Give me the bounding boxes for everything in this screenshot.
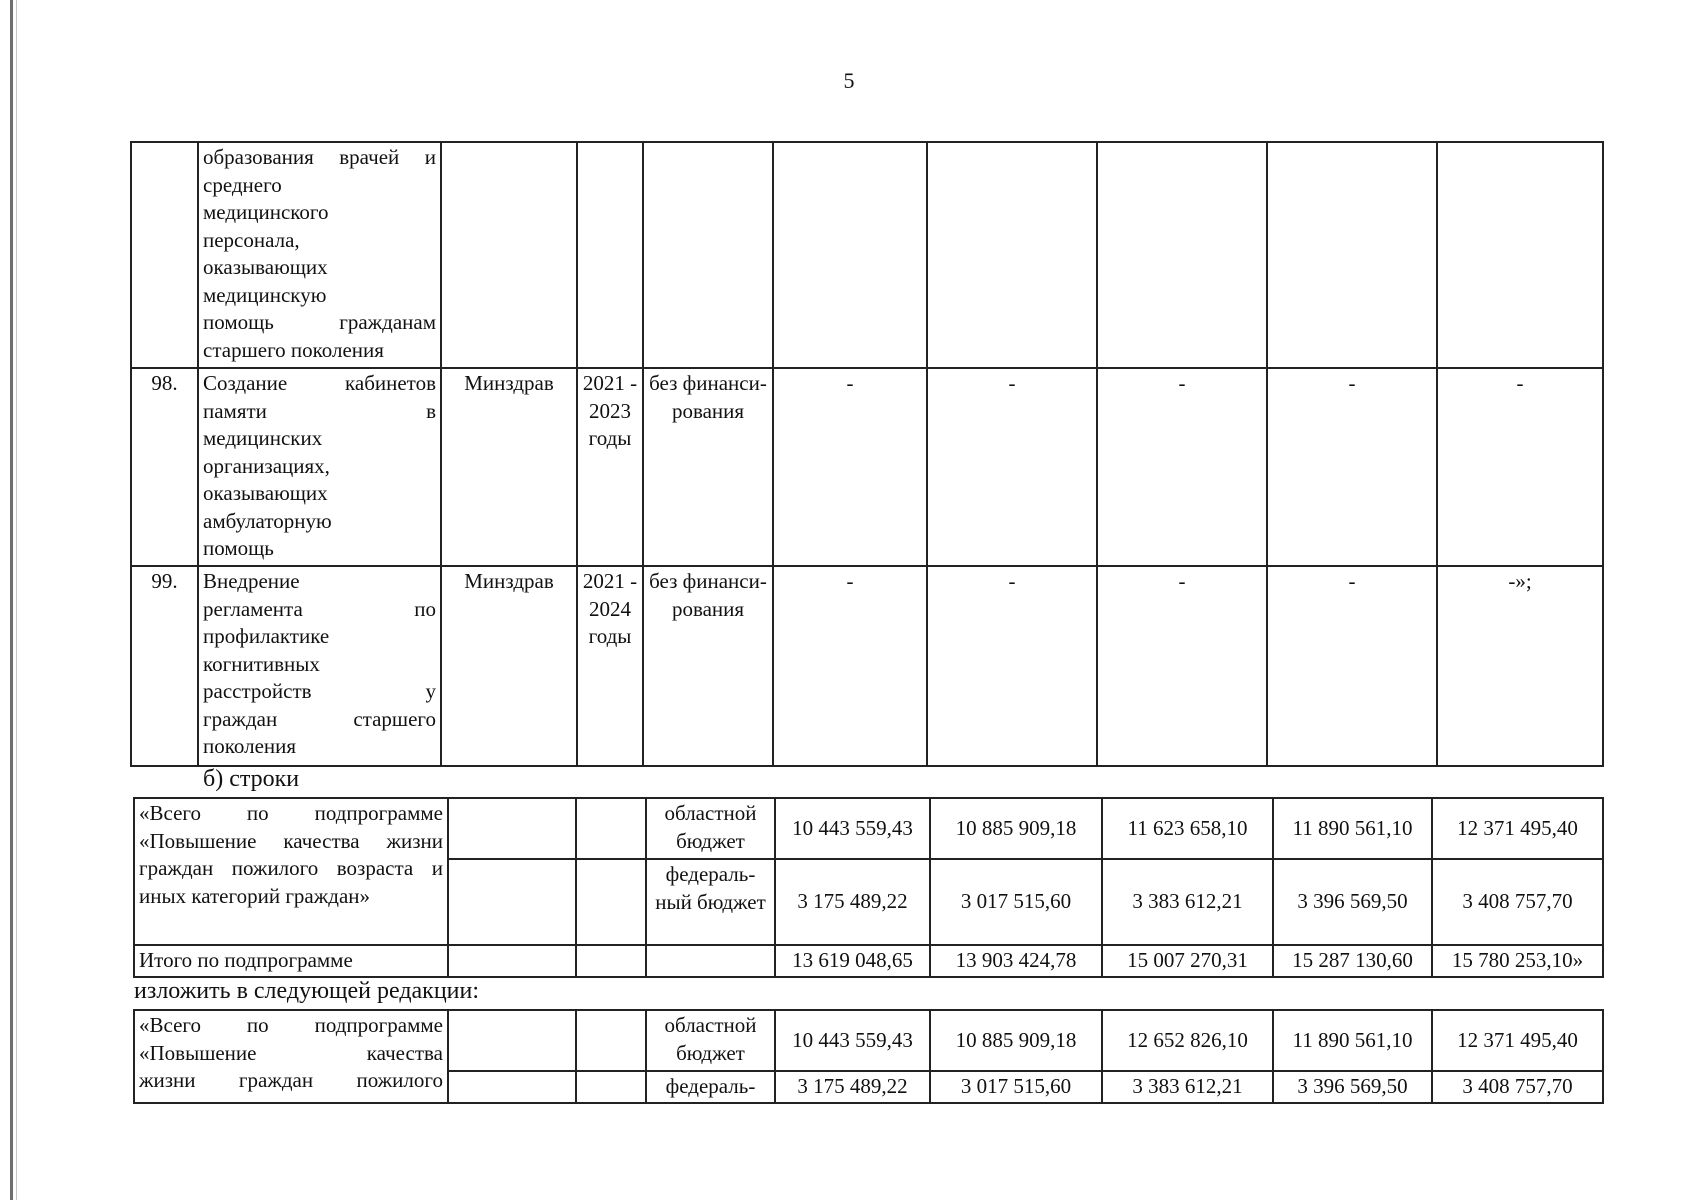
value-cell: -»; xyxy=(1437,566,1603,766)
funding-source: федераль-ный бюджет xyxy=(646,859,775,945)
value-cell: 3 017 515,60 xyxy=(930,1071,1102,1103)
measure-line: Создание кабинетов xyxy=(203,371,436,395)
table-row xyxy=(134,798,1603,859)
measure-name xyxy=(198,368,441,566)
value-cell: 10 443 559,43 xyxy=(775,1010,930,1071)
value-cell: - xyxy=(1267,566,1437,766)
measure-line: медицинских xyxy=(203,426,323,450)
empty-cell xyxy=(448,859,576,945)
value-cell: - xyxy=(927,368,1097,566)
value-cell xyxy=(1437,142,1603,368)
total-value: 15 780 253,10» xyxy=(1432,945,1603,977)
value-cell: - xyxy=(773,368,927,566)
total-value: 13 903 424,78 xyxy=(930,945,1102,977)
subprogram-label xyxy=(134,1010,448,1103)
value-cell: 11 890 561,10 xyxy=(1273,798,1432,859)
value-cell: 3 175 489,22 xyxy=(775,859,930,945)
value-cell: - xyxy=(1267,368,1437,566)
value-cell xyxy=(773,142,927,368)
empty-cell xyxy=(576,1010,646,1071)
executor: Минздрав xyxy=(441,368,577,566)
value-cell: 12 371 495,40 xyxy=(1432,1010,1603,1071)
value-cell: 12 371 495,40 xyxy=(1432,798,1603,859)
label-line: жизни граждан пожилого xyxy=(139,1068,443,1092)
measure-line: среднего xyxy=(203,172,282,197)
total-value: 15 007 270,31 xyxy=(1102,945,1273,977)
value-cell: 3 396 569,50 xyxy=(1273,1071,1432,1103)
measure-line: расстройств у xyxy=(203,679,436,703)
old-totals-table xyxy=(133,797,1604,978)
value-cell: 3 396 569,50 xyxy=(1273,859,1432,945)
value-cell: - xyxy=(773,566,927,766)
measure-line: помощь гражданам xyxy=(203,310,436,334)
measure-line: профилактике xyxy=(203,624,330,648)
empty-cell xyxy=(576,798,646,859)
measure-line: помощь xyxy=(203,536,274,560)
funding-source: областной бюджет xyxy=(646,1010,775,1071)
row-number xyxy=(131,142,198,368)
funding-source xyxy=(643,142,773,368)
measure-name xyxy=(198,142,441,368)
value-cell: - xyxy=(1097,566,1267,766)
measure-line: образования врачей и xyxy=(203,145,436,169)
table-row xyxy=(131,142,1603,368)
table-row xyxy=(131,566,1603,766)
scan-left-edge xyxy=(10,0,13,1200)
value-cell: 11 623 658,10 xyxy=(1102,798,1273,859)
executor: Минздрав xyxy=(441,566,577,766)
value-cell: 3 175 489,22 xyxy=(775,1071,930,1103)
value-cell xyxy=(1267,142,1437,368)
measure-line: граждан старшего xyxy=(203,706,436,731)
value-cell: 3 017 515,60 xyxy=(930,859,1102,945)
empty-cell xyxy=(646,945,775,977)
empty-cell xyxy=(576,1071,646,1103)
value-cell: 11 890 561,10 xyxy=(1273,1010,1432,1071)
empty-cell xyxy=(448,1071,576,1103)
measure-line: организациях, xyxy=(203,453,330,478)
subprogram-label: «Всего по подпрограмме «Повышение качества жизни граждан пожилого возраста и иных категорий граждан» xyxy=(134,798,448,945)
total-label: Итого по подпрограмме xyxy=(134,945,448,977)
row-number: 99. xyxy=(131,566,198,766)
measure-line: регламента по xyxy=(203,596,436,621)
measure-line: амбулаторную xyxy=(203,508,332,533)
measure-line: оказывающих xyxy=(203,255,328,279)
value-cell: - xyxy=(927,566,1097,766)
scan-left-edge-line xyxy=(16,0,17,1200)
table-row xyxy=(134,1010,1603,1071)
label-line: «Всего по подпрограмме xyxy=(139,1013,443,1037)
funding-source: областной бюджет xyxy=(646,798,775,859)
measure-line: когнитивных xyxy=(203,651,320,676)
measure-line: старшего поколения xyxy=(203,337,384,362)
empty-cell xyxy=(448,1010,576,1071)
empty-cell xyxy=(576,859,646,945)
value-cell: 10 885 909,18 xyxy=(930,1010,1102,1071)
value-cell: 3 383 612,21 xyxy=(1102,1071,1273,1103)
section-old-label: б) строки xyxy=(203,766,300,792)
period: 2021 - 2023 годы xyxy=(577,368,643,566)
value-cell: - xyxy=(1437,368,1603,566)
empty-cell xyxy=(448,798,576,859)
measure-name xyxy=(198,566,441,766)
label-line: «Повышение качества xyxy=(139,1040,443,1065)
value-cell: 3 408 757,70 xyxy=(1432,859,1603,945)
funding-source: без финанси-рования xyxy=(643,368,773,566)
value-cell: 10 443 559,43 xyxy=(775,798,930,859)
measure-line: персонала, xyxy=(203,227,300,252)
period: 2021 - 2024 годы xyxy=(577,566,643,766)
total-value: 13 619 048,65 xyxy=(775,945,930,977)
page-number: 5 xyxy=(843,68,855,93)
measure-line: поколения xyxy=(203,734,297,758)
table-row xyxy=(131,368,1603,566)
period xyxy=(577,142,643,368)
value-cell: 3 408 757,70 xyxy=(1432,1071,1603,1103)
row-number: 98. xyxy=(131,368,198,566)
measure-line: Внедрение xyxy=(203,569,300,593)
empty-cell xyxy=(576,945,646,977)
value-cell xyxy=(927,142,1097,368)
new-totals-table xyxy=(133,1009,1604,1104)
section-new-label: изложить в следующей редакции: xyxy=(134,978,480,1004)
measure-line: медицинского xyxy=(203,200,329,224)
value-cell: - xyxy=(1097,368,1267,566)
executor xyxy=(441,142,577,368)
empty-cell xyxy=(448,945,576,977)
funding-source: федераль- xyxy=(646,1071,775,1103)
measure-line: памяти в xyxy=(203,398,436,423)
value-cell: 10 885 909,18 xyxy=(930,798,1102,859)
value-cell: 3 383 612,21 xyxy=(1102,859,1273,945)
total-value: 15 287 130,60 xyxy=(1273,945,1432,977)
value-cell xyxy=(1097,142,1267,368)
table-row-total xyxy=(134,945,1603,977)
value-cell: 12 652 826,10 xyxy=(1102,1010,1273,1071)
measure-line: оказывающих xyxy=(203,481,328,505)
measures-table xyxy=(130,141,1604,767)
funding-source: без финанси-рования xyxy=(643,566,773,766)
measure-line: медицинскую xyxy=(203,282,327,307)
